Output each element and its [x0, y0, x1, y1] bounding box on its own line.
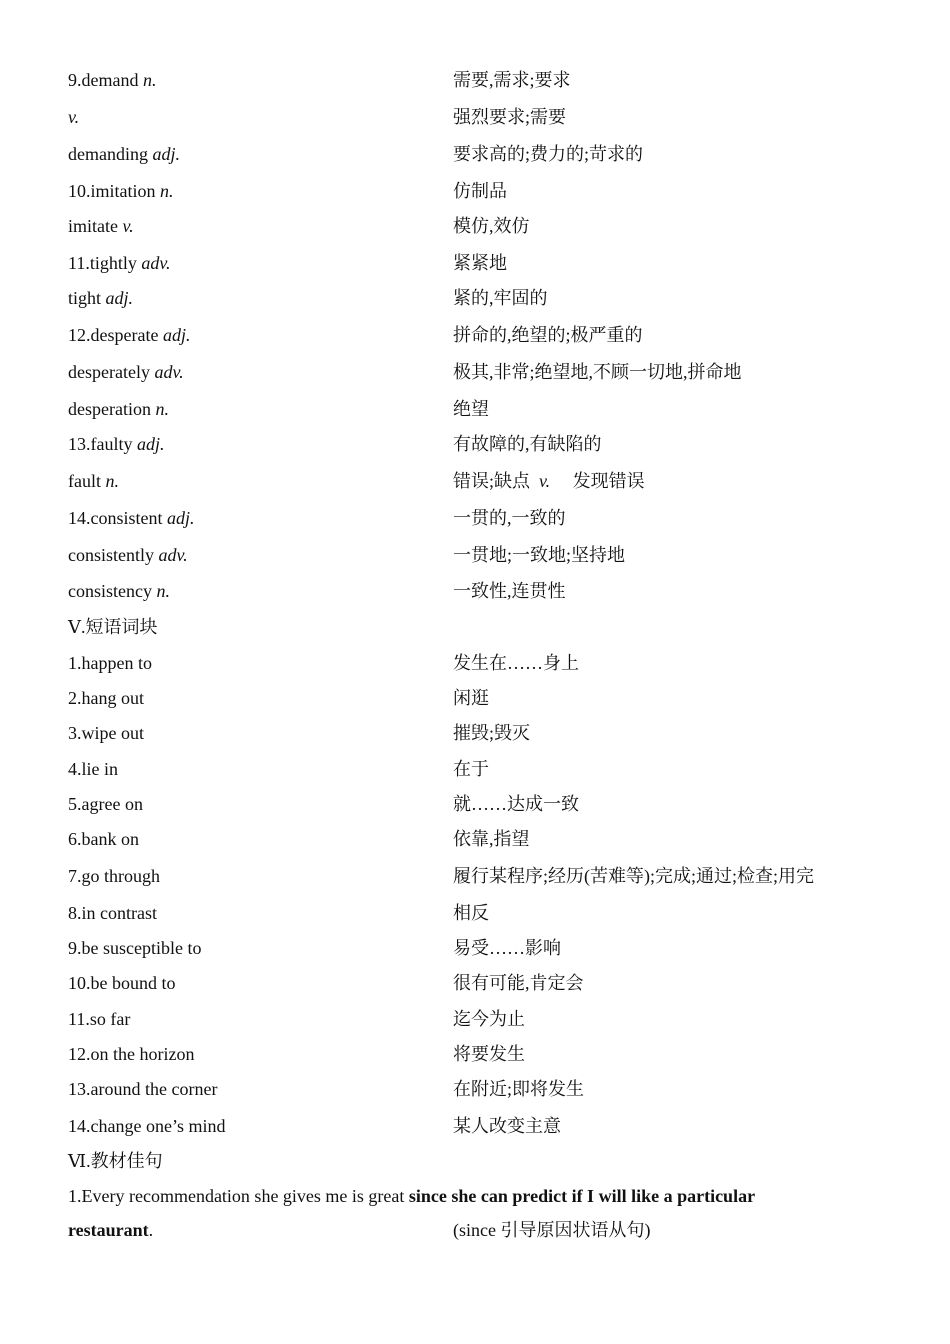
- vocab-pos: adj.: [152, 144, 180, 164]
- phrase-row: [68, 1039, 888, 1069]
- vocab-row: [68, 248, 888, 278]
- sentence-line-2: restaurant. (since 引导原因状语从句): [68, 1213, 888, 1247]
- example-sentence: [68, 1179, 888, 1247]
- vocab-meaning: 仿制品: [453, 181, 507, 201]
- vocab-row: [68, 211, 888, 241]
- phrase-row: [68, 933, 888, 963]
- vocab-meaning: 强烈要求;需要: [453, 107, 567, 127]
- vocab-pos: adj.: [162, 325, 191, 345]
- phrase-en: 5.agree on: [68, 794, 143, 814]
- vocab-pos: n.: [156, 581, 170, 601]
- vocab-word: tight: [68, 288, 102, 308]
- phrase-zh: 很有可能,肯定会: [453, 973, 584, 993]
- phrase-row: [68, 648, 888, 678]
- phrase-en: 2.hang out: [68, 688, 144, 708]
- phrase-en: 9.be susceptible to: [68, 938, 202, 958]
- phrase-zh: 发生在……身上: [453, 653, 579, 673]
- phrase-zh: 迄今为止: [453, 1009, 525, 1029]
- vocab-row: [68, 540, 888, 570]
- phrase-zh: 将要发生: [453, 1044, 525, 1064]
- sentence-highlight: since she can predict if I will like a particular: [408, 1186, 756, 1206]
- vocab-row: [68, 503, 888, 533]
- vocab-meaning: 一贯地;一致地;坚持地: [453, 545, 626, 565]
- vocab-meaning: 需要,需求;要求: [453, 70, 571, 90]
- phrase-en: 7.go through: [68, 866, 160, 886]
- section-heading-sentences: Ⅵ.教材佳句: [68, 1151, 163, 1171]
- phrase-zh: 依靠,指望: [453, 829, 530, 849]
- phrase-zh: 在于: [453, 759, 489, 779]
- vocab-row: [68, 65, 888, 95]
- vocab-pos: adj.: [105, 288, 134, 308]
- sentence-highlight: restaurant: [68, 1220, 149, 1240]
- vocab-word: consistently: [68, 545, 154, 565]
- section-heading-phrases: Ⅴ.短语词块: [68, 617, 158, 637]
- vocab-pos: adj.: [167, 508, 195, 528]
- phrase-zh: 闲逛: [453, 688, 489, 708]
- vocab-pos: n.: [160, 181, 174, 201]
- vocab-word: 11.tightly: [68, 253, 137, 273]
- phrase-zh: 易受……影响: [453, 938, 561, 958]
- phrase-en: 4.lie in: [68, 759, 118, 779]
- phrase-en: 11.so far: [68, 1009, 131, 1029]
- vocab-pos: v.: [539, 471, 551, 491]
- phrase-row: [68, 754, 888, 784]
- phrase-en: 3.wipe out: [68, 723, 144, 743]
- phrase-en: 8.in contrast: [68, 903, 157, 923]
- vocab-meaning: 紧紧地: [453, 253, 507, 273]
- vocab-pos: adj.: [137, 434, 165, 454]
- vocab-pos: n.: [105, 471, 119, 491]
- phrase-en: 1.happen to: [68, 653, 152, 673]
- phrase-zh: 摧毁;毁灭: [453, 723, 531, 743]
- phrase-row: [68, 824, 888, 854]
- sentence-line-1: [68, 1179, 888, 1213]
- vocab-row: [68, 102, 888, 132]
- phrase-row: [68, 861, 888, 891]
- phrase-row: [68, 789, 888, 819]
- phrase-zh: 在附近;即将发生: [453, 1079, 585, 1099]
- vocab-word: 13.faulty: [68, 434, 133, 454]
- vocab-meaning: 一致性,连贯性: [453, 581, 566, 601]
- vocab-pos: adv.: [158, 545, 188, 565]
- phrase-en: 13.around the corner: [68, 1079, 218, 1099]
- vocab-word: desperation: [68, 399, 151, 419]
- vocab-row: [68, 394, 888, 424]
- sentence-plain: 1.Every recommendation she gives me is great: [68, 1186, 409, 1206]
- phrase-zh: 某人改变主意: [453, 1116, 561, 1136]
- vocab-meaning: 模仿,效仿: [453, 216, 530, 236]
- vocab-meaning: 绝望: [453, 399, 489, 419]
- vocab-word: demanding: [68, 144, 148, 164]
- phrase-en: 6.bank on: [68, 829, 139, 849]
- vocab-pos: adv.: [141, 253, 171, 273]
- vocab-meaning: 要求高的;费力的;苛求的: [453, 144, 644, 164]
- phrase-row: [68, 968, 888, 998]
- vocab-meaning: 极其,非常;绝望地,不顾一切地,拼命地: [453, 362, 742, 382]
- vocab-row: [68, 576, 888, 606]
- vocab-word: 14.consistent: [68, 508, 163, 528]
- vocab-word: desperately: [68, 362, 150, 382]
- vocab-pos: v.: [68, 107, 80, 127]
- vocab-pos: n.: [155, 399, 169, 419]
- vocab-word: consistency: [68, 581, 152, 601]
- vocab-row: [68, 139, 888, 169]
- phrase-row: [68, 683, 888, 713]
- vocab-row: [68, 320, 888, 350]
- phrase-zh: 履行某程序;经历(苦难等);完成;通过;检查;用完: [453, 866, 814, 886]
- vocab-row: [68, 357, 888, 387]
- phrase-row: [68, 1111, 888, 1141]
- vocab-meaning: 紧的,牢固的: [453, 288, 548, 308]
- vocab-meaning: 错误;缺点 v. 发现错误: [453, 471, 645, 491]
- phrase-zh: 相反: [453, 903, 489, 923]
- phrase-row: [68, 898, 888, 928]
- vocab-pos: v.: [122, 216, 134, 236]
- vocab-word: 9.demand: [68, 70, 139, 90]
- vocab-word: fault: [68, 471, 101, 491]
- phrase-en: 10.be bound to: [68, 973, 176, 993]
- vocab-word: 12.desperate: [68, 325, 159, 345]
- vocab-row: [68, 176, 888, 206]
- phrase-en: 12.on the horizon: [68, 1044, 195, 1064]
- phrase-row: [68, 1074, 888, 1104]
- phrase-row: [68, 1004, 888, 1034]
- vocab-row: [68, 283, 888, 313]
- vocab-meaning: 一贯的,一致的: [453, 508, 566, 528]
- phrase-en: 14.change one’s mind: [68, 1116, 226, 1136]
- vocab-word: 10.imitation: [68, 181, 156, 201]
- vocab-pos: n.: [142, 70, 157, 90]
- phrase-row: [68, 718, 888, 748]
- sentence-note: (since 引导原因状语从句): [453, 1220, 651, 1240]
- vocab-row: [68, 429, 888, 459]
- vocab-word: imitate: [68, 216, 118, 236]
- vocab-row: [68, 466, 888, 496]
- vocab-meaning: 有故障的,有缺陷的: [453, 434, 602, 454]
- phrase-zh: 就……达成一致: [453, 794, 579, 814]
- vocab-meaning: 拼命的,绝望的;极严重的: [453, 325, 643, 345]
- vocab-pos: adv.: [154, 362, 184, 382]
